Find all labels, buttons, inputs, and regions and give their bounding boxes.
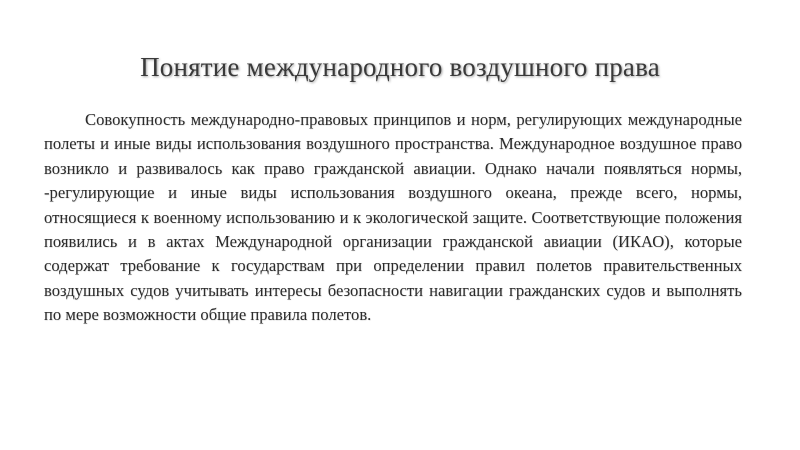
slide-title: Понятие международного воздушного права [140, 52, 660, 82]
slide-body-paragraph: Совокупность международно-правовых принципов и норм, регулирующих международные полеты и иные виды использования воздушного пространства. Международное воздушное право возникло и развивалось как право гражданской авиации. Однако начали появляться нормы, -регулирующие и иные виды использования воздушного океана, прежде всего, нормы, относящиеся к военному использованию и к экологической защите. Соответствующие положения появились и в актах Международной организации гражданской авиации (ИКАО), которые содержат требование к государствам при определении правил полетов правительственных воздушных судов учитывать интересы безопасности навигации гражданских судов и выполнять по мере возможности общие правила полетов. [44, 110, 742, 325]
